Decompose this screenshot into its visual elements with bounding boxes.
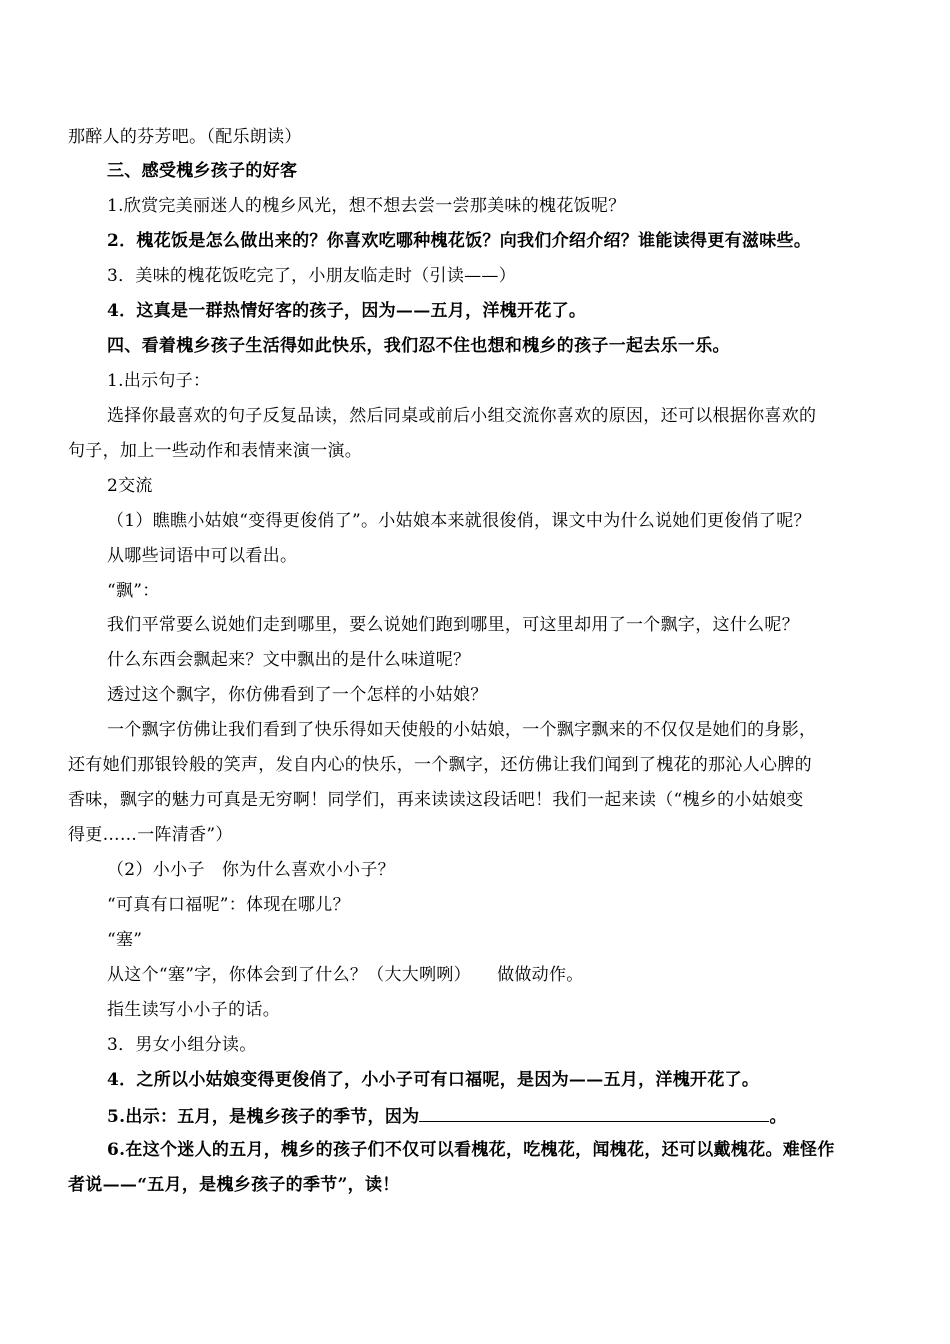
text-line: 什么东西会飘起来？文中飘出的是什么味道呢？ — [107, 650, 471, 670]
text-line: 香味，飘字的魅力可真是无穷啊！同学们，再来读读这段话吧！我们一起来读（“槐乡的小姑娘变 — [68, 790, 804, 810]
text-line: 那醉人的芬芳吧。（配乐朗读） — [68, 127, 302, 147]
text-line: 我们平常要么说她们走到哪里，要么说她们跑到哪里，可这里却用了一个飘字，这什么呢？ — [107, 615, 799, 635]
fill-in-line — [107, 1103, 787, 1129]
text-line: 指生读写小小子的话。 — [107, 1000, 280, 1020]
answer-blank — [419, 1103, 769, 1122]
text-line: “飘”： — [107, 581, 160, 601]
text-line: 3．美味的槐花饭吃完了，小朋友临走时（引读——） — [107, 266, 517, 286]
text-line: （1）瞧瞧小姑娘“变得更俊俏了”。小姑娘本来就很俊俏，课文中为什么说她们更俊俏了呢？ — [107, 511, 811, 531]
section-heading-3: 三、感受槐乡孩子的好客 — [107, 161, 298, 181]
text-line: 3．男女小组分读。 — [107, 1035, 257, 1055]
fill-in-end: 。 — [769, 1107, 787, 1127]
text-line: 从哪些词语中可以看出。 — [107, 546, 298, 566]
text-line: 1.出示句子： — [107, 371, 211, 391]
text-line: 句子，加上一些动作和表情来演一演。 — [68, 441, 363, 461]
text-line: 2．槐花饭是怎么做出来的？你喜欢吃哪种槐花饭？向我们介绍介绍？谁能读得更有滋味些。 — [107, 231, 812, 251]
text-line: 选择你最喜欢的句子反复品读，然后同桌或前后小组交流你喜欢的原因，还可以根据你喜欢的 — [107, 406, 817, 426]
text-line: （2）小小子 你为什么喜欢小小子？ — [107, 860, 395, 880]
text-line: 得更……一阵清香”） — [68, 825, 233, 845]
text-line: 4．之所以小姑娘变得更俊俏了，小小子可有口福呢，是因为——五月，洋槐开花了。 — [107, 1070, 760, 1090]
section-heading-4: 四、看着槐乡孩子生活得如此快乐，我们忍不住也想和槐乡的孩子一起去乐一乐。 — [107, 336, 730, 356]
text-line: 2交流 — [107, 476, 153, 496]
fill-in-prompt: 5.出示：五月，是槐乡孩子的季节，因为 — [107, 1107, 420, 1127]
text-line: “塞” — [107, 930, 143, 950]
text-line: 1.欣赏完美丽迷人的槐乡风光，想不想去尝一尝那美味的槐花饭呢？ — [107, 196, 626, 216]
text-line: 6.在这个迷人的五月，槐乡的孩子们不仅可以看槐花，吃槐花，闻槐花，还可以戴槐花。难怪作 — [107, 1140, 835, 1160]
text-line: 透过这个飘字，你仿佛看到了一个怎样的小姑娘？ — [107, 685, 488, 705]
text-line: 一个飘字仿佛让我们看到了快乐得如天使般的小姑娘，一个飘字飘来的不仅仅是她们的身影， — [107, 720, 817, 740]
text-line: 4．这真是一群热情好客的孩子，因为——五月，洋槐开花了。 — [107, 301, 587, 321]
text-line: “可真有口福呢”：体现在哪儿？ — [107, 895, 350, 915]
text-line: 者说——“五月，是槐乡孩子的季节”，读！ — [68, 1175, 400, 1195]
text-line: 还有她们那银铃般的笑声，发自内心的快乐，一个飘字，还仿佛让我们闻到了槐花的那沁人心脾的 — [68, 755, 812, 775]
text-line: 从这个“塞”字，你体会到了什么？（大大咧咧） 做做动作。 — [107, 965, 584, 985]
